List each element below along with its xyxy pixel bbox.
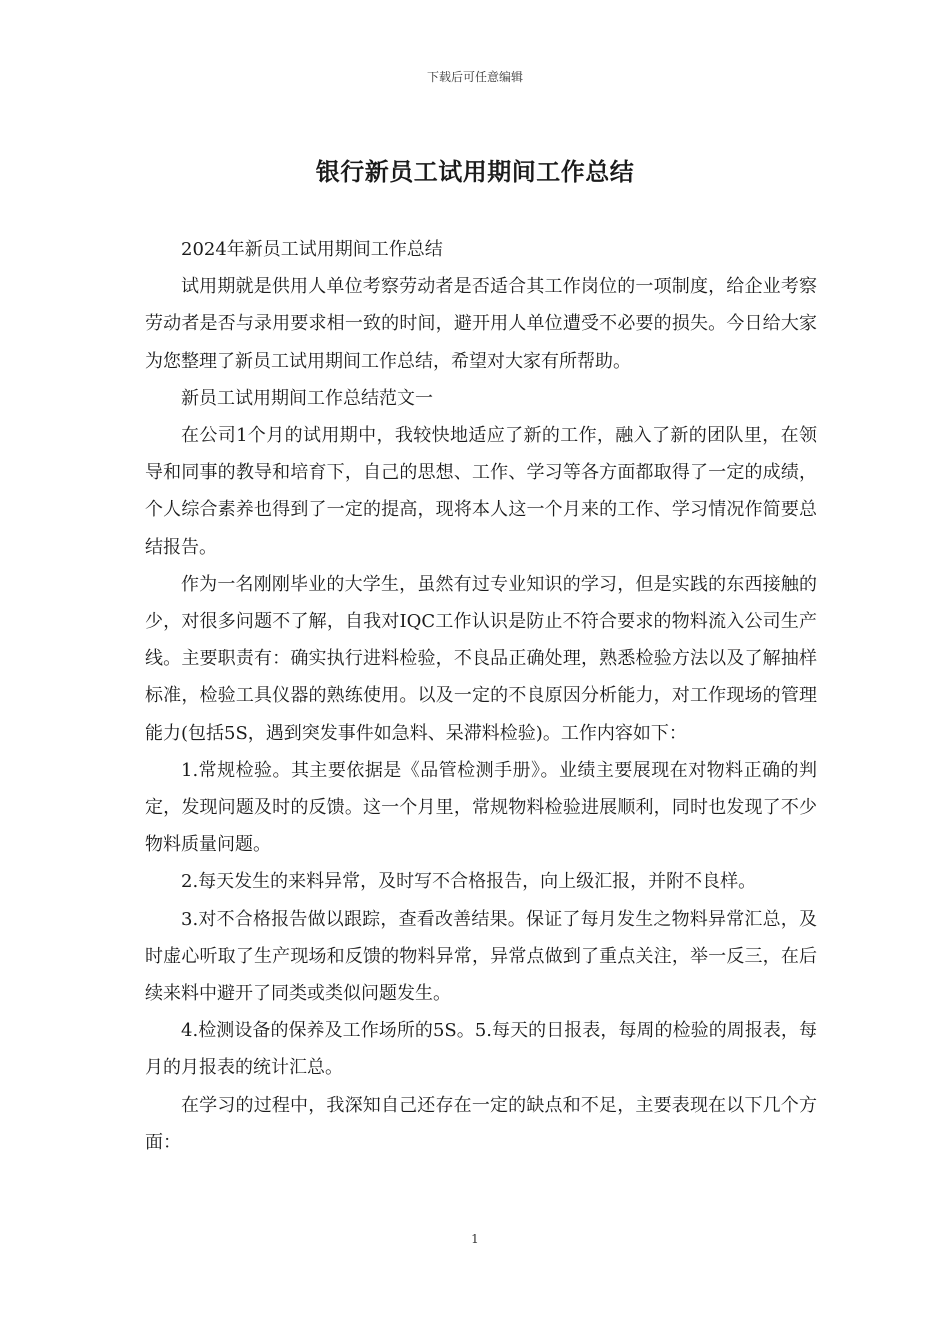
paragraph-item-1: 1.常规检验。其主要依据是《品管检测手册》。业绩主要展现在对物料正确的判定，发现问题及时的反馈。这一个月里，常规物料检验进展顺利，同时也发现了不少物料质量问题。 bbox=[145, 759, 817, 856]
paragraph-item-4-5: 4.检测设备的保养及工作场所的5S。5.每天的日报表，每周的检验的周报表，每月的月报表的统计汇总。 bbox=[145, 1020, 817, 1079]
page-number: 1 bbox=[471, 1232, 479, 1246]
paragraph-overview: 在公司1个月的试用期中，我较快地适应了新的工作，融入了新的团队里，在领导和同事的教导和培育下，自己的思想、工作、学习等各方面都取得了一定的成绩，个人综合素养也得到了一定的提高，现将本人这一个月来的工作、学习情况作简要总结报告。 bbox=[145, 425, 817, 558]
paragraph-item-3: 3.对不合格报告做以跟踪，查看改善结果。保证了每月发生之物料异常汇总，及时虚心听取了生产现场和反馈的物料异常，异常点做到了重点关注，举一反三，在后续来料中避开了同类或类似问题发生。 bbox=[145, 908, 817, 1005]
paragraph-shortcomings: 在学习的过程中，我深知自己还存在一定的缺点和不足，主要表现在以下几个方面： bbox=[145, 1094, 817, 1153]
document-title: 银行新员工试用期间工作总结 bbox=[315, 157, 635, 186]
document-body bbox=[145, 231, 817, 1161]
paragraph-section-heading: 新员工试用期间工作总结范文一 bbox=[181, 387, 433, 409]
paragraph-intro: 试用期就是供用人单位考察劳动者是否适合其工作岗位的一项制度，给企业考察劳动者是否与录用要求相一致的时间，避开用人单位遭受不必要的损失。今日给大家为您整理了新员工试用期间工作总结，希望对大家有所帮助。 bbox=[145, 276, 817, 372]
paragraph-subtitle: 2024年新员工试用期间工作总结 bbox=[181, 239, 443, 260]
paragraph-responsibilities: 作为一名刚刚毕业的大学生，虽然有过专业知识的学习，但是实践的东西接触的少，对很多问题不了解，自我对IQC工作认识是防止不符合要求的物料流入公司生产线。主要职责有：确实执行进料检验，不良品正确处理，熟悉检验方法以及了解抽样标准，检验工具仪器的熟练使用。以及一定的不良原因分析能力，对工作现场的管理能力(包括5S，遇到突发事件如急料、呆滞料检验)。工作内容如下： bbox=[145, 573, 817, 744]
paragraph-item-2: 2.每天发生的来料异常，及时写不合格报告，向上级汇报，并附不良样。 bbox=[181, 871, 757, 893]
header-note: 下载后可任意编辑 bbox=[426, 70, 523, 84]
